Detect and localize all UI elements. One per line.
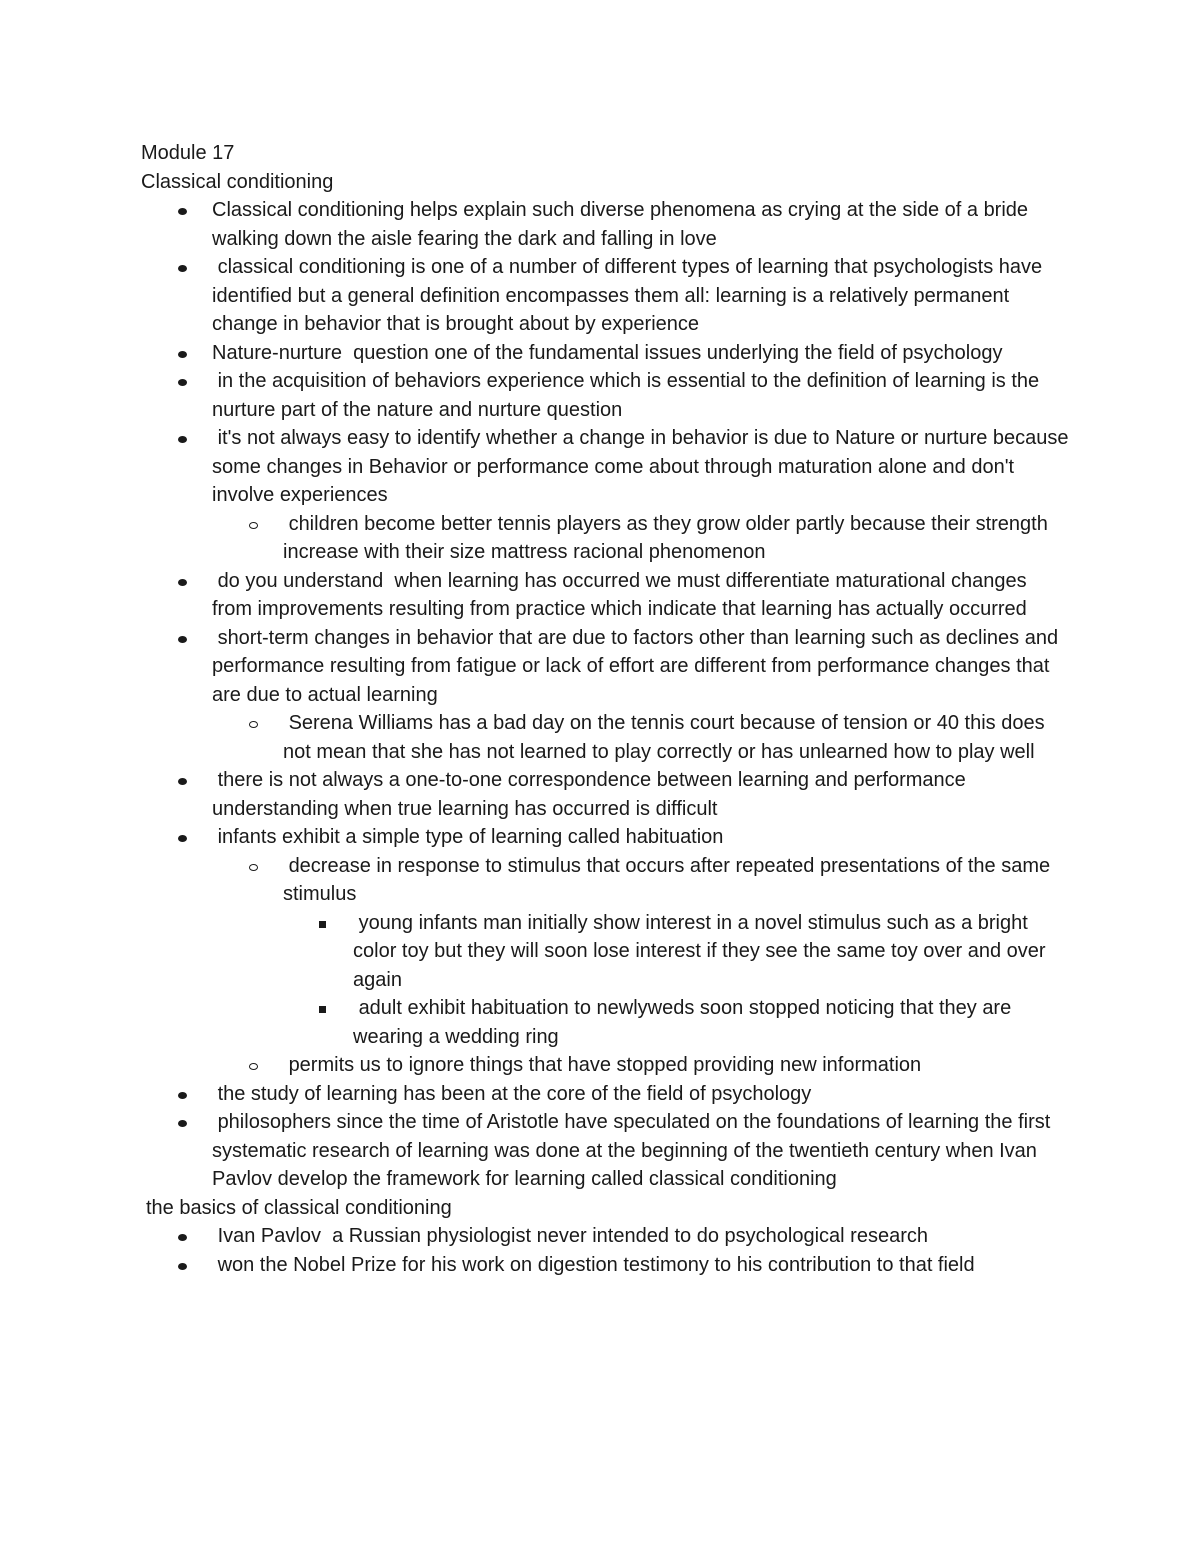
list-item-text: decrease in response to stimulus that occurs after repeated presentations of the same stimulus xyxy=(283,854,1056,905)
list-item-text: there is not always a one-to-one correspondence between learning and performance understanding when true learning has occurred is difficult xyxy=(212,769,972,820)
bullet-disc-icon xyxy=(178,1108,188,1137)
list-item xyxy=(141,424,1075,510)
bullet-list xyxy=(141,196,1075,510)
list-item-text: Ivan Pavlov a Russian physiologist never intended to do psychological research xyxy=(212,1225,928,1247)
list-item-text: Classical conditioning helps explain such diverse phenomena as crying at the side of a bride walking down the aisle fearing the dark and falling in love xyxy=(212,199,1034,250)
bullet-list xyxy=(141,1080,1071,1194)
list-item-text: Serena Williams has a bad day on the tennis court because of tension or 40 this does not mean that she has not learned to play correctly or has unlearned how to play well xyxy=(283,712,1051,763)
list-item xyxy=(141,909,1071,995)
list-item-text: philosophers since the time of Aristotle have speculated on the foundations of learning the first systematic research of learning was done at the beginning of the twentieth century when Ivan Pavlov develop the framework for learning called classical conditioning xyxy=(212,1111,1056,1190)
bullet-disc-icon xyxy=(178,1222,188,1251)
bullet-disc-icon xyxy=(178,1080,188,1109)
bullet-disc-icon xyxy=(178,1251,188,1280)
bullet-disc-icon xyxy=(178,196,188,225)
list-item-text: won the Nobel Prize for his work on digestion testimony to his contribution to that field xyxy=(212,1253,975,1276)
list-item-text: Nature-nurture question one of the fundamental issues underlying the field of psychology xyxy=(212,341,1003,364)
bullet-list xyxy=(141,567,1071,710)
list-item-text: young infants man initially show interest in a novel stimulus such as a bright color toy but they will soon lose interest if they see the same toy over and over again xyxy=(353,911,1052,991)
list-item-text: do you understand when learning has occurred we must differentiate maturational changes from improvements resulting from practice which indicate that learning has actually occurred xyxy=(212,569,1033,620)
sub-bullet-list xyxy=(141,1051,1071,1080)
bullet-disc-icon xyxy=(178,339,188,368)
list-item xyxy=(141,510,1071,567)
list-item xyxy=(141,367,1071,424)
list-item-text: children become better tennis players as they grow older partly because their strength increase with their size mattress racional phenomenon xyxy=(283,512,1054,563)
bullet-disc-icon xyxy=(178,367,188,396)
bullet-disc-icon xyxy=(178,624,188,653)
list-item-text: short-term changes in behavior that are due to factors other than learning such as declines and performance resulting from fatigue or lack of effort are different from performance changes that are due to actual learning xyxy=(212,626,1064,706)
sub-sub-bullet-list xyxy=(141,909,1071,1052)
list-item xyxy=(141,766,1071,823)
list-item xyxy=(141,1051,1071,1080)
list-item xyxy=(141,709,1071,766)
bullet-square-icon xyxy=(319,909,329,938)
bullet-circle-icon xyxy=(249,709,261,738)
list-item xyxy=(141,1108,1071,1194)
list-item xyxy=(141,624,1071,710)
list-item-text: adult exhibit habituation to newlyweds soon stopped noticing that they are wearing a wedding ring xyxy=(353,997,1017,1048)
list-item xyxy=(141,1251,1071,1280)
sub-bullet-list xyxy=(141,709,1071,766)
list-item xyxy=(141,567,1071,624)
list-item-text: it's not always easy to identify whether a change in behavior is due to Nature or nurture because some changes in Behavior or performance come about through maturation alone and don't involve experiences xyxy=(212,427,1075,506)
bullet-disc-icon xyxy=(178,253,188,282)
list-item xyxy=(141,196,1071,253)
bullet-circle-icon xyxy=(249,1051,261,1080)
section-heading-classical-conditioning: Classical conditioning xyxy=(141,170,334,193)
bullet-list xyxy=(141,1222,1071,1279)
list-item-text: the study of learning has been at the core of the field of psychology xyxy=(212,1082,812,1105)
list-item xyxy=(141,1080,1071,1109)
bullet-square-icon xyxy=(319,994,329,1023)
list-item-text: classical conditioning is one of a number of different types of learning that psychologists have identified but a general definition encompasses them all: learning is a relatively permanent change in behavior that is brought about by experience xyxy=(212,256,1048,335)
bullet-disc-icon xyxy=(178,424,188,453)
list-item xyxy=(141,852,1071,909)
list-item xyxy=(141,339,1071,368)
list-item xyxy=(141,994,1071,1051)
bullet-circle-icon xyxy=(249,852,261,881)
list-item xyxy=(141,823,1071,852)
document-title: Module 17 xyxy=(141,142,235,164)
sub-bullet-list xyxy=(141,510,1071,567)
list-item-text: permits us to ignore things that have stopped providing new information xyxy=(283,1054,922,1076)
bullet-disc-icon xyxy=(178,567,188,596)
bullet-disc-icon xyxy=(178,766,188,795)
bullet-list xyxy=(141,766,1071,852)
list-item-text: infants exhibit a simple type of learning called habituation xyxy=(212,826,724,848)
section-heading-basics: the basics of classical conditioning xyxy=(146,1196,452,1219)
sub-bullet-list xyxy=(141,852,1071,909)
bullet-circle-icon xyxy=(249,510,261,539)
document-page xyxy=(141,139,1075,1279)
list-item xyxy=(141,1222,1071,1251)
list-item xyxy=(141,253,1071,339)
bullet-disc-icon xyxy=(178,823,188,852)
list-item-text: in the acquisition of behaviors experience which is essential to the definition of learning is the nurture part of the nature and nurture question xyxy=(212,370,1045,421)
